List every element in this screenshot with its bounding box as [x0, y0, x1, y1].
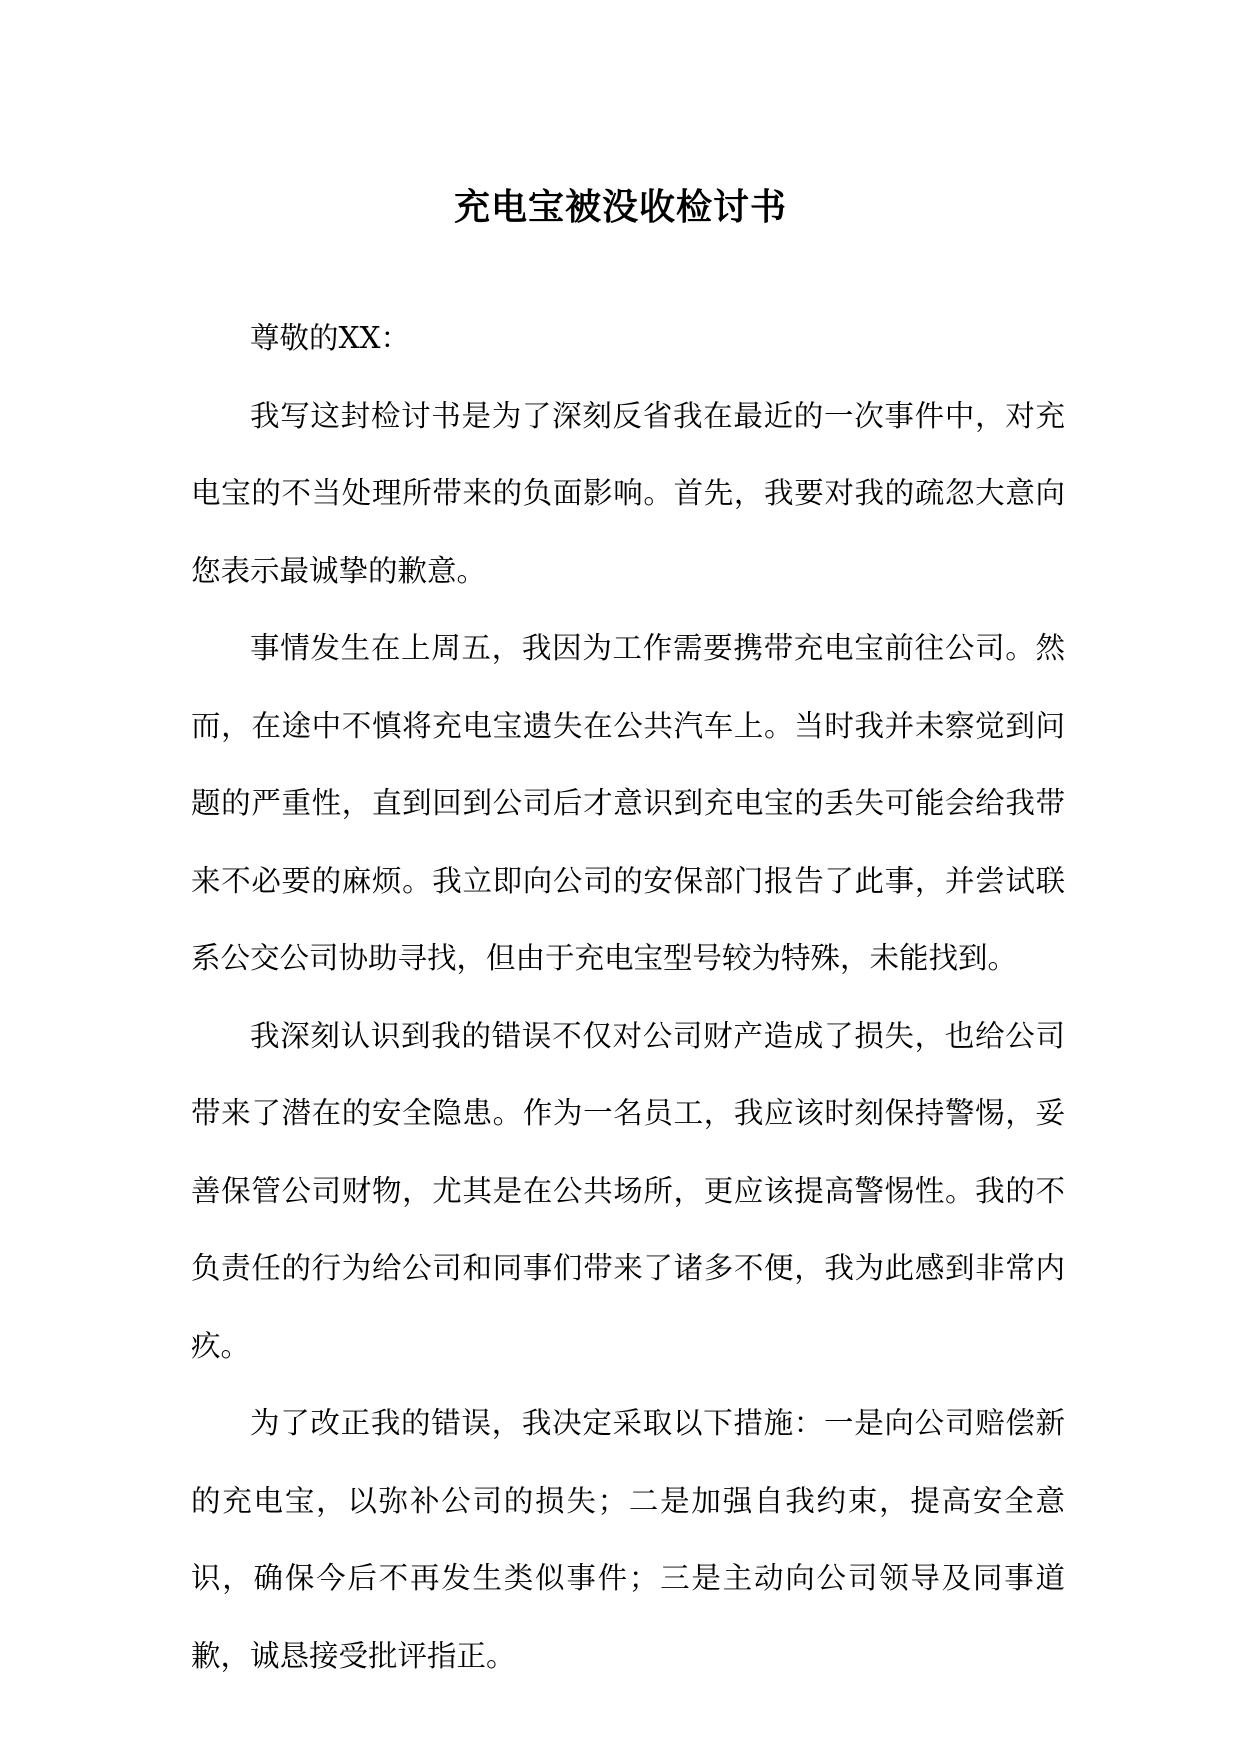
paragraph: 为了改正我的错误，我决定采取以下措施：一是向公司赔偿新的充电宝，以弥补公司的损失；二是加强自我约束，提高安全意识，确保今后不再发生类似事件；三是主动向公司领导及同事道歉，诚恳接受批评指正。 — [191, 1406, 1065, 1673]
document-title: 充电宝被没收检讨书 — [453, 186, 787, 228]
paragraph: 我深刻认识到我的错误不仅对公司财产造成了损失，也给公司带来了潜在的安全隐患。作为一名员工，我应该时刻保持警惕，妥善保管公司财物，尤其是在公共场所，更应该提高警惕性。我的不负责任的行为给公司和同事们带来了诸多不便，我为此感到非常内疚。 — [191, 1018, 1065, 1363]
document-body — [191, 300, 1065, 1695]
paragraph: 事情发生在上周五，我因为工作需要携带充电宝前往公司。然而，在途中不慎将充电宝遗失在公共汽车上。当时我并未察觉到问题的严重性，直到回到公司后才意识到充电宝的丢失可能会给我带来不必要的麻烦。我立即向公司的安保部门报告了此事，并尝试联系公交公司协助寻找，但由于充电宝型号较为特殊，未能找到。 — [191, 631, 1065, 975]
paragraph: 我写这封检讨书是为了深刻反省我在最近的一次事件中，对充电宝的不当处理所带来的负面影响。首先，我要对我的疏忽大意向您表示最诚挚的歉意。 — [191, 398, 1065, 588]
salutation: 尊敬的XX： — [250, 321, 411, 355]
